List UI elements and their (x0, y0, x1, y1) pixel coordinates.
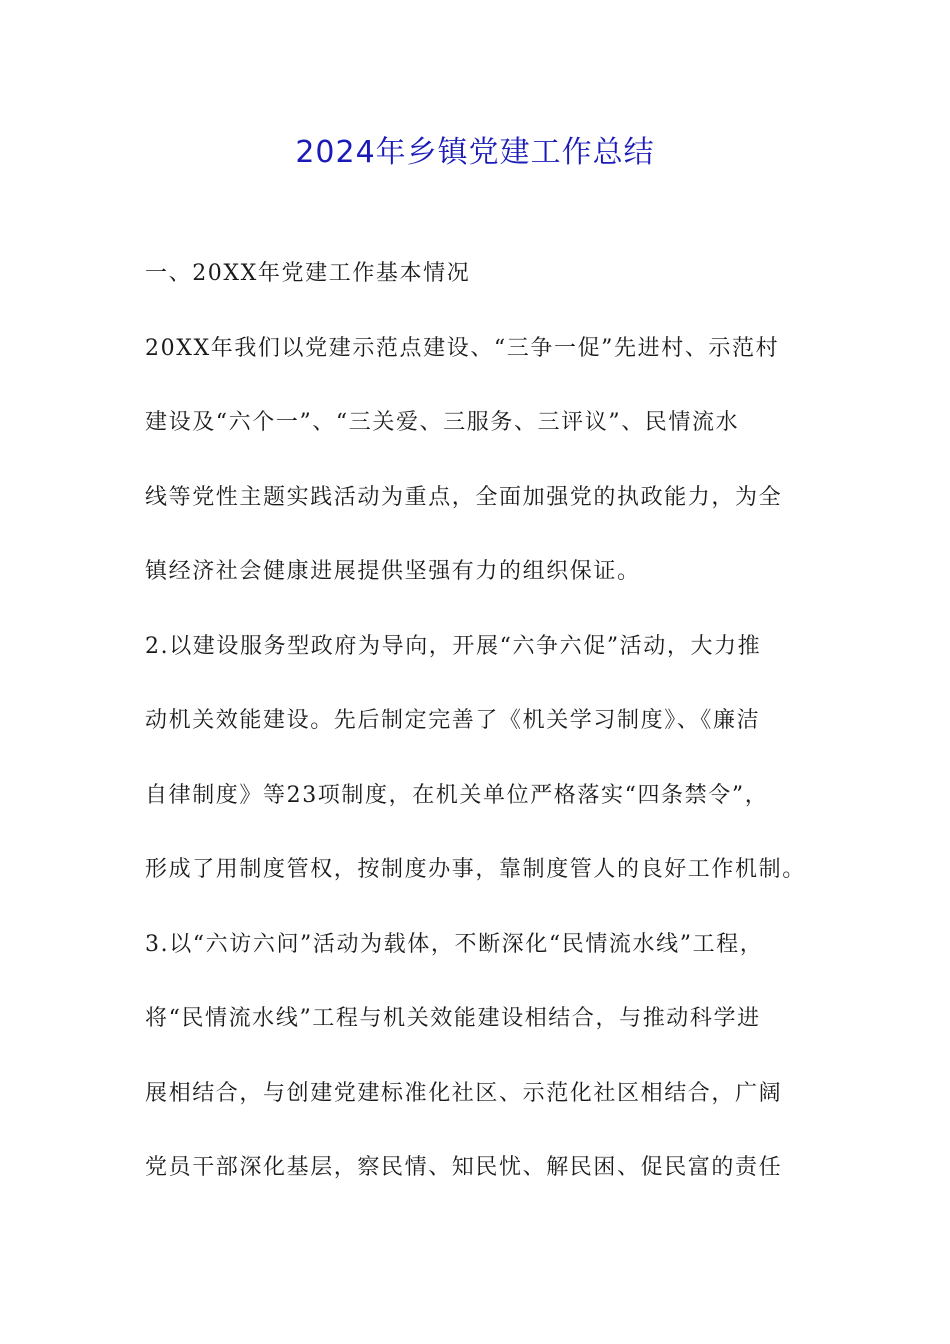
heading-section-1: 一、20XX年党建工作基本情况 (145, 261, 471, 286)
paragraph-line: 动机关效能建设。先后制定完善了《机关学习制度》、《廉洁 (145, 708, 761, 733)
paragraph-line: 党员干部深化基层，察民情、知民忧、解民困、促民富的责任 (145, 1155, 783, 1180)
paragraph-line: 将“民情流水线”工程与机关效能建设相结合，与推动科学进 (145, 1006, 761, 1031)
document-body (145, 237, 835, 1206)
paragraph-line: 展相结合，与创建党建标准化社区、示范化社区相结合，广阔 (145, 1080, 783, 1106)
paragraph-line: 3.以“六访六问”活动为载体，不断深化“民情流水线”工程， (145, 931, 764, 957)
document-title: 2024年乡镇党建工作总结 (295, 135, 655, 170)
paragraph-line: 2.以建设服务型政府为导向，开展“六争六促”活动，大力推 (145, 633, 762, 659)
paragraph-line: 自律制度》等23项制度，在机关单位严格落实“四条禁令”， (145, 782, 769, 808)
paragraph-line: 形成了用制度管权，按制度办事，靠制度管人的良好工作机制。 (145, 857, 806, 882)
paragraph-line: 镇经济社会健康进展提供坚强有力的组织保证。 (145, 559, 641, 584)
paragraph-line: 建设及“六个一”、“三关爱、三服务、三评议”、民情流水 (145, 410, 740, 435)
paragraph-line: 线等党性主题实践活动为重点，全面加强党的执政能力，为全 (145, 484, 783, 510)
paragraph-line: 20XX年我们以党建示范点建设、“三争一促”先进村、示范村 (145, 335, 780, 361)
